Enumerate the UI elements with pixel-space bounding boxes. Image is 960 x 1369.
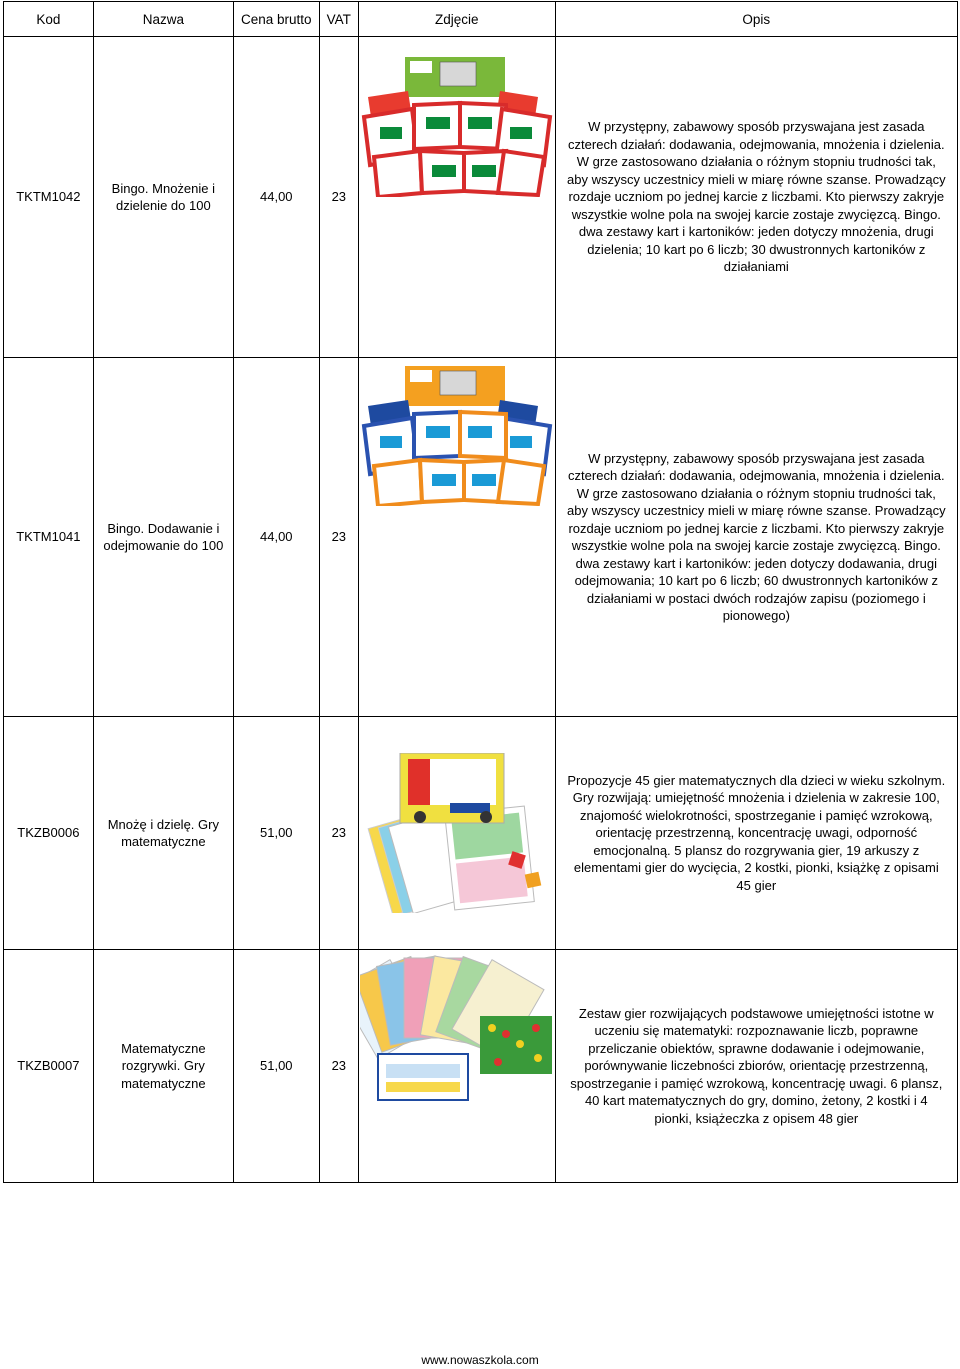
product-vat: 23 bbox=[319, 37, 358, 358]
product-description: Zestaw gier rozwijających podstawowe umiejętności istotne w uczeniu się matematyki: rozpoznawanie liczb, poprawne przeliczanie obiektów, sprawne dodawanie i odejmowanie, porównywanie liczebności zbiorów, orientację przestrzenną, spostrzeganie i pamięć wzrokową, koncentrację uwagi. 6 plansz, 40 kart matematycznych do gry, domino, żetony, 2 kostki i 4 pionki, książeczka z opisem 48 gier bbox=[555, 950, 957, 1183]
header-zdjecie: Zdjęcie bbox=[358, 2, 555, 37]
product-price: 44,00 bbox=[233, 37, 319, 358]
product-code: TKTM1041 bbox=[4, 358, 94, 717]
product-name: Bingo. Dodawanie i odejmowanie do 100 bbox=[93, 358, 233, 717]
bingo-addition-image bbox=[360, 366, 554, 506]
product-vat: 23 bbox=[319, 950, 358, 1183]
product-price: 51,00 bbox=[233, 950, 319, 1183]
table-row bbox=[4, 37, 958, 358]
product-price: 51,00 bbox=[233, 717, 319, 950]
product-description: W przystępny, zabawowy sposób przyswajana jest zasada czterech działań: dodawania, odejmowania, mnożenia i dzielenia. W grze zastosowano działania o różnym stopniu trudności tak, aby wszyscy uczestnicy mieli w miarę równe szanse. Prowadzący rozdaje uczniom po jednej karcie z liczbami. Kto pierwszy zakryje wszystkie wolne pola na swojej karcie zostaje zwycięzcą. Bingo. dwa zestawy kart i kartoników: jeden dotyczy mnożenia, drugi dzielenia; 10 kart po 6 liczb; 30 dwustronnych kartoników z działaniami bbox=[555, 37, 957, 358]
math-boards-image bbox=[360, 954, 554, 1104]
product-code: TKTM1042 bbox=[4, 37, 94, 358]
product-vat: 23 bbox=[319, 358, 358, 717]
footer-url[interactable]: www.nowaszkola.com bbox=[421, 1353, 539, 1367]
product-price: 44,00 bbox=[233, 358, 319, 717]
product-name: Matematyczne rozgrywki. Gry matematyczne bbox=[93, 950, 233, 1183]
table-row bbox=[4, 717, 958, 950]
header-kod: Kod bbox=[4, 2, 94, 37]
table-header-row bbox=[4, 2, 958, 37]
product-vat: 23 bbox=[319, 717, 358, 950]
header-cena: Cena brutto bbox=[233, 2, 319, 37]
product-description: Propozycje 45 gier matematycznych dla dzieci w wieku szkolnym. Gry rozwijają: umiejętność mnożenia i dzielenia w zakresie 100, znajomość wielokrotności, spostrzeganie i pamięć wzrokową, orientację przestrzenną, koncentrację uwagi, odporność emocjonalną. 5 plansz do rozgrywania gier, 19 arkuszy z elementami gier do wycięcia, 2 kostki, pionki, książkę z opisami 45 gier bbox=[555, 717, 957, 950]
bingo-multiplication-image bbox=[360, 57, 554, 197]
product-image-cell bbox=[358, 950, 555, 1183]
header-opis: Opis bbox=[555, 2, 957, 37]
table-row bbox=[4, 358, 958, 717]
product-image-cell bbox=[358, 358, 555, 717]
product-code: TKZB0007 bbox=[4, 950, 94, 1183]
product-table bbox=[3, 1, 958, 1183]
product-name: Bingo. Mnożenie i dzielenie do 100 bbox=[93, 37, 233, 358]
table-row bbox=[4, 950, 958, 1183]
product-code: TKZB0006 bbox=[4, 717, 94, 950]
matbus-image bbox=[360, 753, 554, 913]
product-description: W przystępny, zabawowy sposób przyswajana jest zasada czterech działań: dodawania, odejmowania, mnożenia i dzielenia. W grze zastosowano działania o różnym stopniu trudności tak, aby wszyscy uczestnicy mieli w miarę równe szanse. Prowadzący rozdaje uczniom po jednej karcie z liczbami. Kto pierwszy zakryje wszystkie wolne pola na swojej karcie zostaje zwycięzcą. Bingo. dwa zestawy kart i kartoników: jeden dotyczy dodawania, drugi odejmowania; 10 kart po 6 liczb; 60 dwustronnych kartoników z działaniami w postaci dwóch rodzajów zapisu (poziomego i pionowego) bbox=[555, 358, 957, 717]
product-image-cell bbox=[358, 717, 555, 950]
product-name: Mnożę i dzielę. Gry matematyczne bbox=[93, 717, 233, 950]
header-vat: VAT bbox=[319, 2, 358, 37]
product-image-cell bbox=[358, 37, 555, 358]
header-nazwa: Nazwa bbox=[93, 2, 233, 37]
